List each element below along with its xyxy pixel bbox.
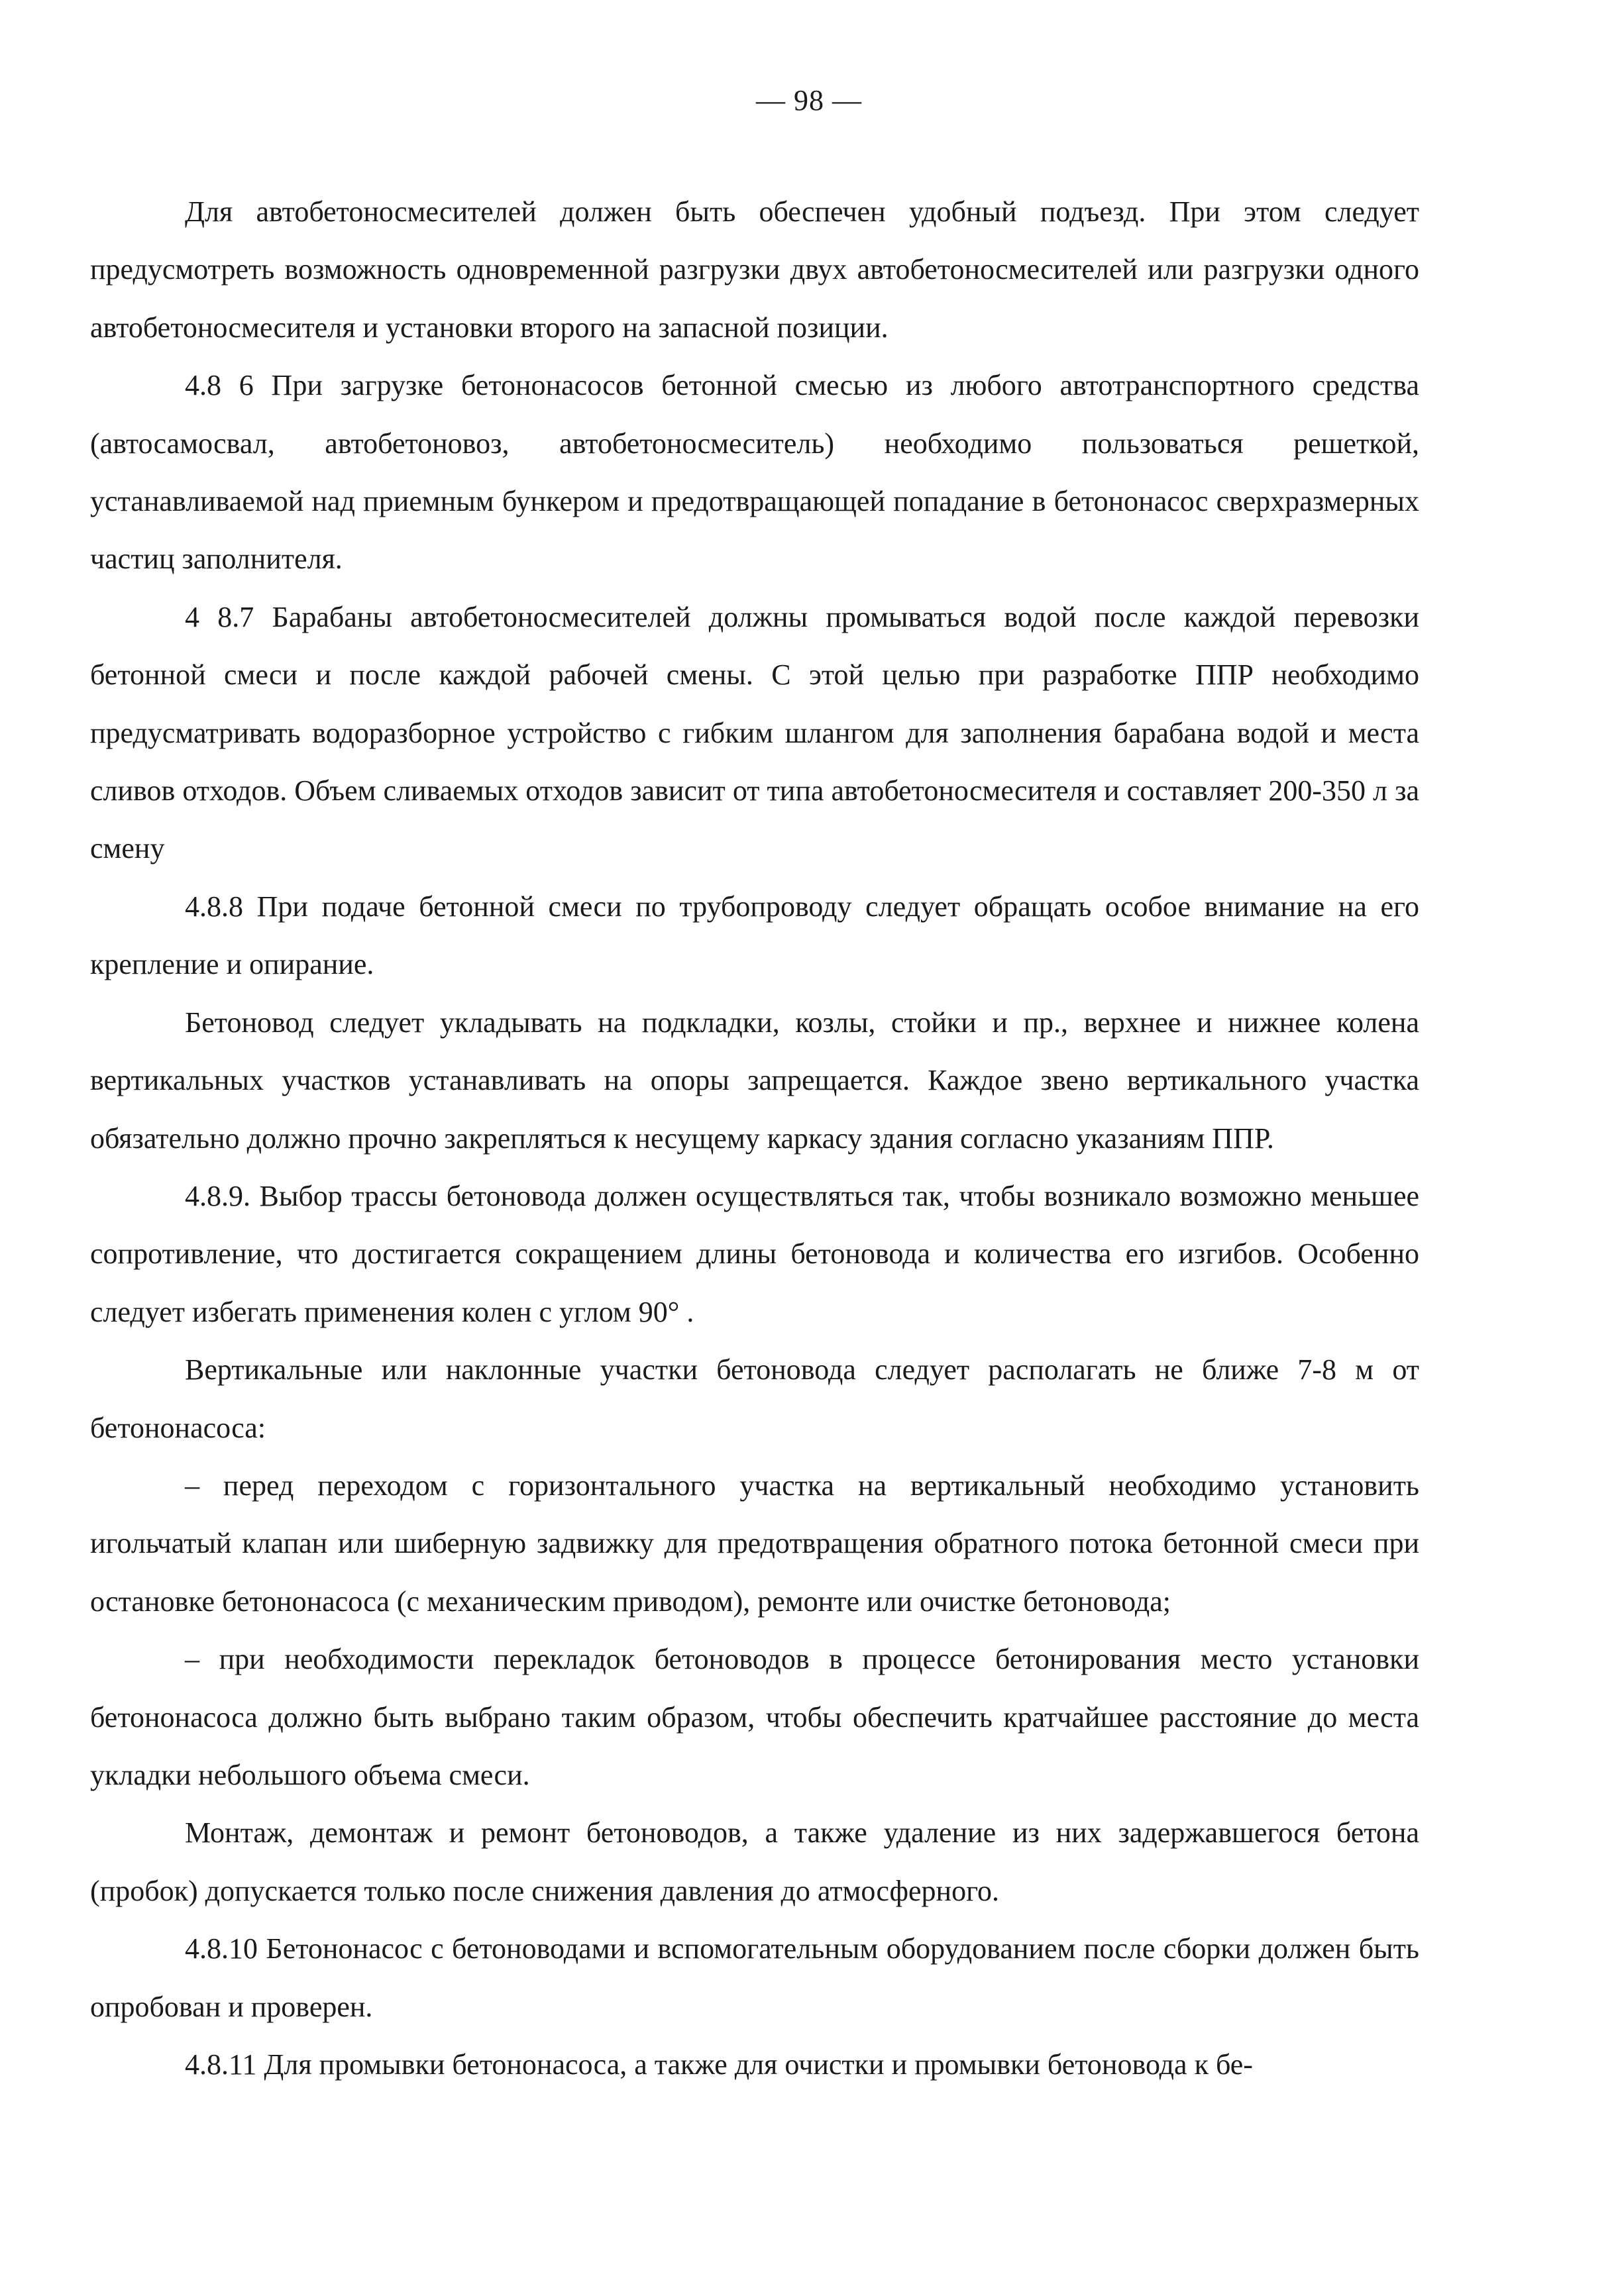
body-text bbox=[90, 183, 1419, 2093]
paragraph-dash-item-1: – перед переходом с горизонтального участка на вертикальный необходимо установить игольчатый клапан или шиберную задвижку для предотвращения обратного потока бетонной смеси при остановке бетононасоса (с механическим приводом), ремонте или очистке бетоновода; bbox=[90, 1469, 1419, 1618]
paragraph-4-8-8: 4.8.8 При подаче бетонной смеси по трубопроводу следует обращать особое внимание на его крепление и опирание. bbox=[90, 890, 1419, 981]
paragraph-4-8-9: 4.8.9. Выбор трассы бетоновода должен осуществляться так, чтобы возникало возможно меньшее сопротивление, что достигается сокращением длины бетоновода и количества его изгибов. Особенно следует избегать применения колен с углом 90° . bbox=[90, 1179, 1419, 1328]
paragraph-montazh: Монтаж, демонтаж и ремонт бетоноводов, а также удаление из них задержавшегося бетона (пробок) допускается только после снижения давления до атмосферного. bbox=[90, 1816, 1419, 1907]
paragraph-vertical-sections: Вертикальные или наклонные участки бетоновода следует располагать не ближе 7-8 м от бетононасоса: bbox=[90, 1353, 1419, 1444]
paragraph-4-8-10: 4.8.10 Бетононасос с бетоноводами и вспомогательным оборудованием после сборки должен быть опробован и проверен. bbox=[90, 1932, 1419, 2023]
paragraph-intro: Для автобетоносмесителей должен быть обеспечен удобный подъезд. При этом следует предусмотреть возможность одновременной разгрузки двух автобетоносмесителей или разгрузки одного автобетоносмесителя и установки второго на запасной позиции. bbox=[90, 195, 1419, 344]
paragraph-betonovod: Бетоновод следует укладывать на подкладки, козлы, стойки и пр., верхнее и нижнее колена вертикальных участков устанавливать на опоры запрещается. Каждое звено вертикального участка обязательно должно прочно закрепляться к несущему каркасу здания согласно указаниям ППР. bbox=[90, 1006, 1419, 1155]
paragraph-4-8-6: 4.8 6 При загрузке бетононасосов бетонной смесью из любого автотранспортного средства (автосамосвал, автобетоновоз, автобетоносмеситель) необходимо пользоваться решеткой, устанавливаемой над приемным бункером и предотвращающей попадание в бетононасос сверхразмерных частиц заполнителя. bbox=[90, 369, 1419, 576]
paragraph-4-8-7: 4 8.7 Барабаны автобетоносмесителей должны промываться водой после каждой перевозки бетонной смеси и после каждой рабочей смены. С этой целью при разработке ППР необходимо предусматривать водоразборное устройство с гибким шлангом для заполнения барабана водой и места сливов отходов. Объем сливаемых отходов зависит от типа автобетоносмесителя и составляет 200-350 л за смену bbox=[90, 600, 1419, 865]
page-number: — 98 — bbox=[756, 84, 862, 117]
paragraph-4-8-11: 4.8.11 Для промывки бетононасоса, а также для очистки и промывки бетоновода к бе- bbox=[185, 2048, 1253, 2081]
paragraph-dash-item-2: – при необходимости перекладок бетоноводов в процессе бетонирования место установки бетононасоса должно быть выбрано таким образом, чтобы обеспечить кратчайшее расстояние до места укладки небольшого объема смеси. bbox=[90, 1643, 1419, 1791]
